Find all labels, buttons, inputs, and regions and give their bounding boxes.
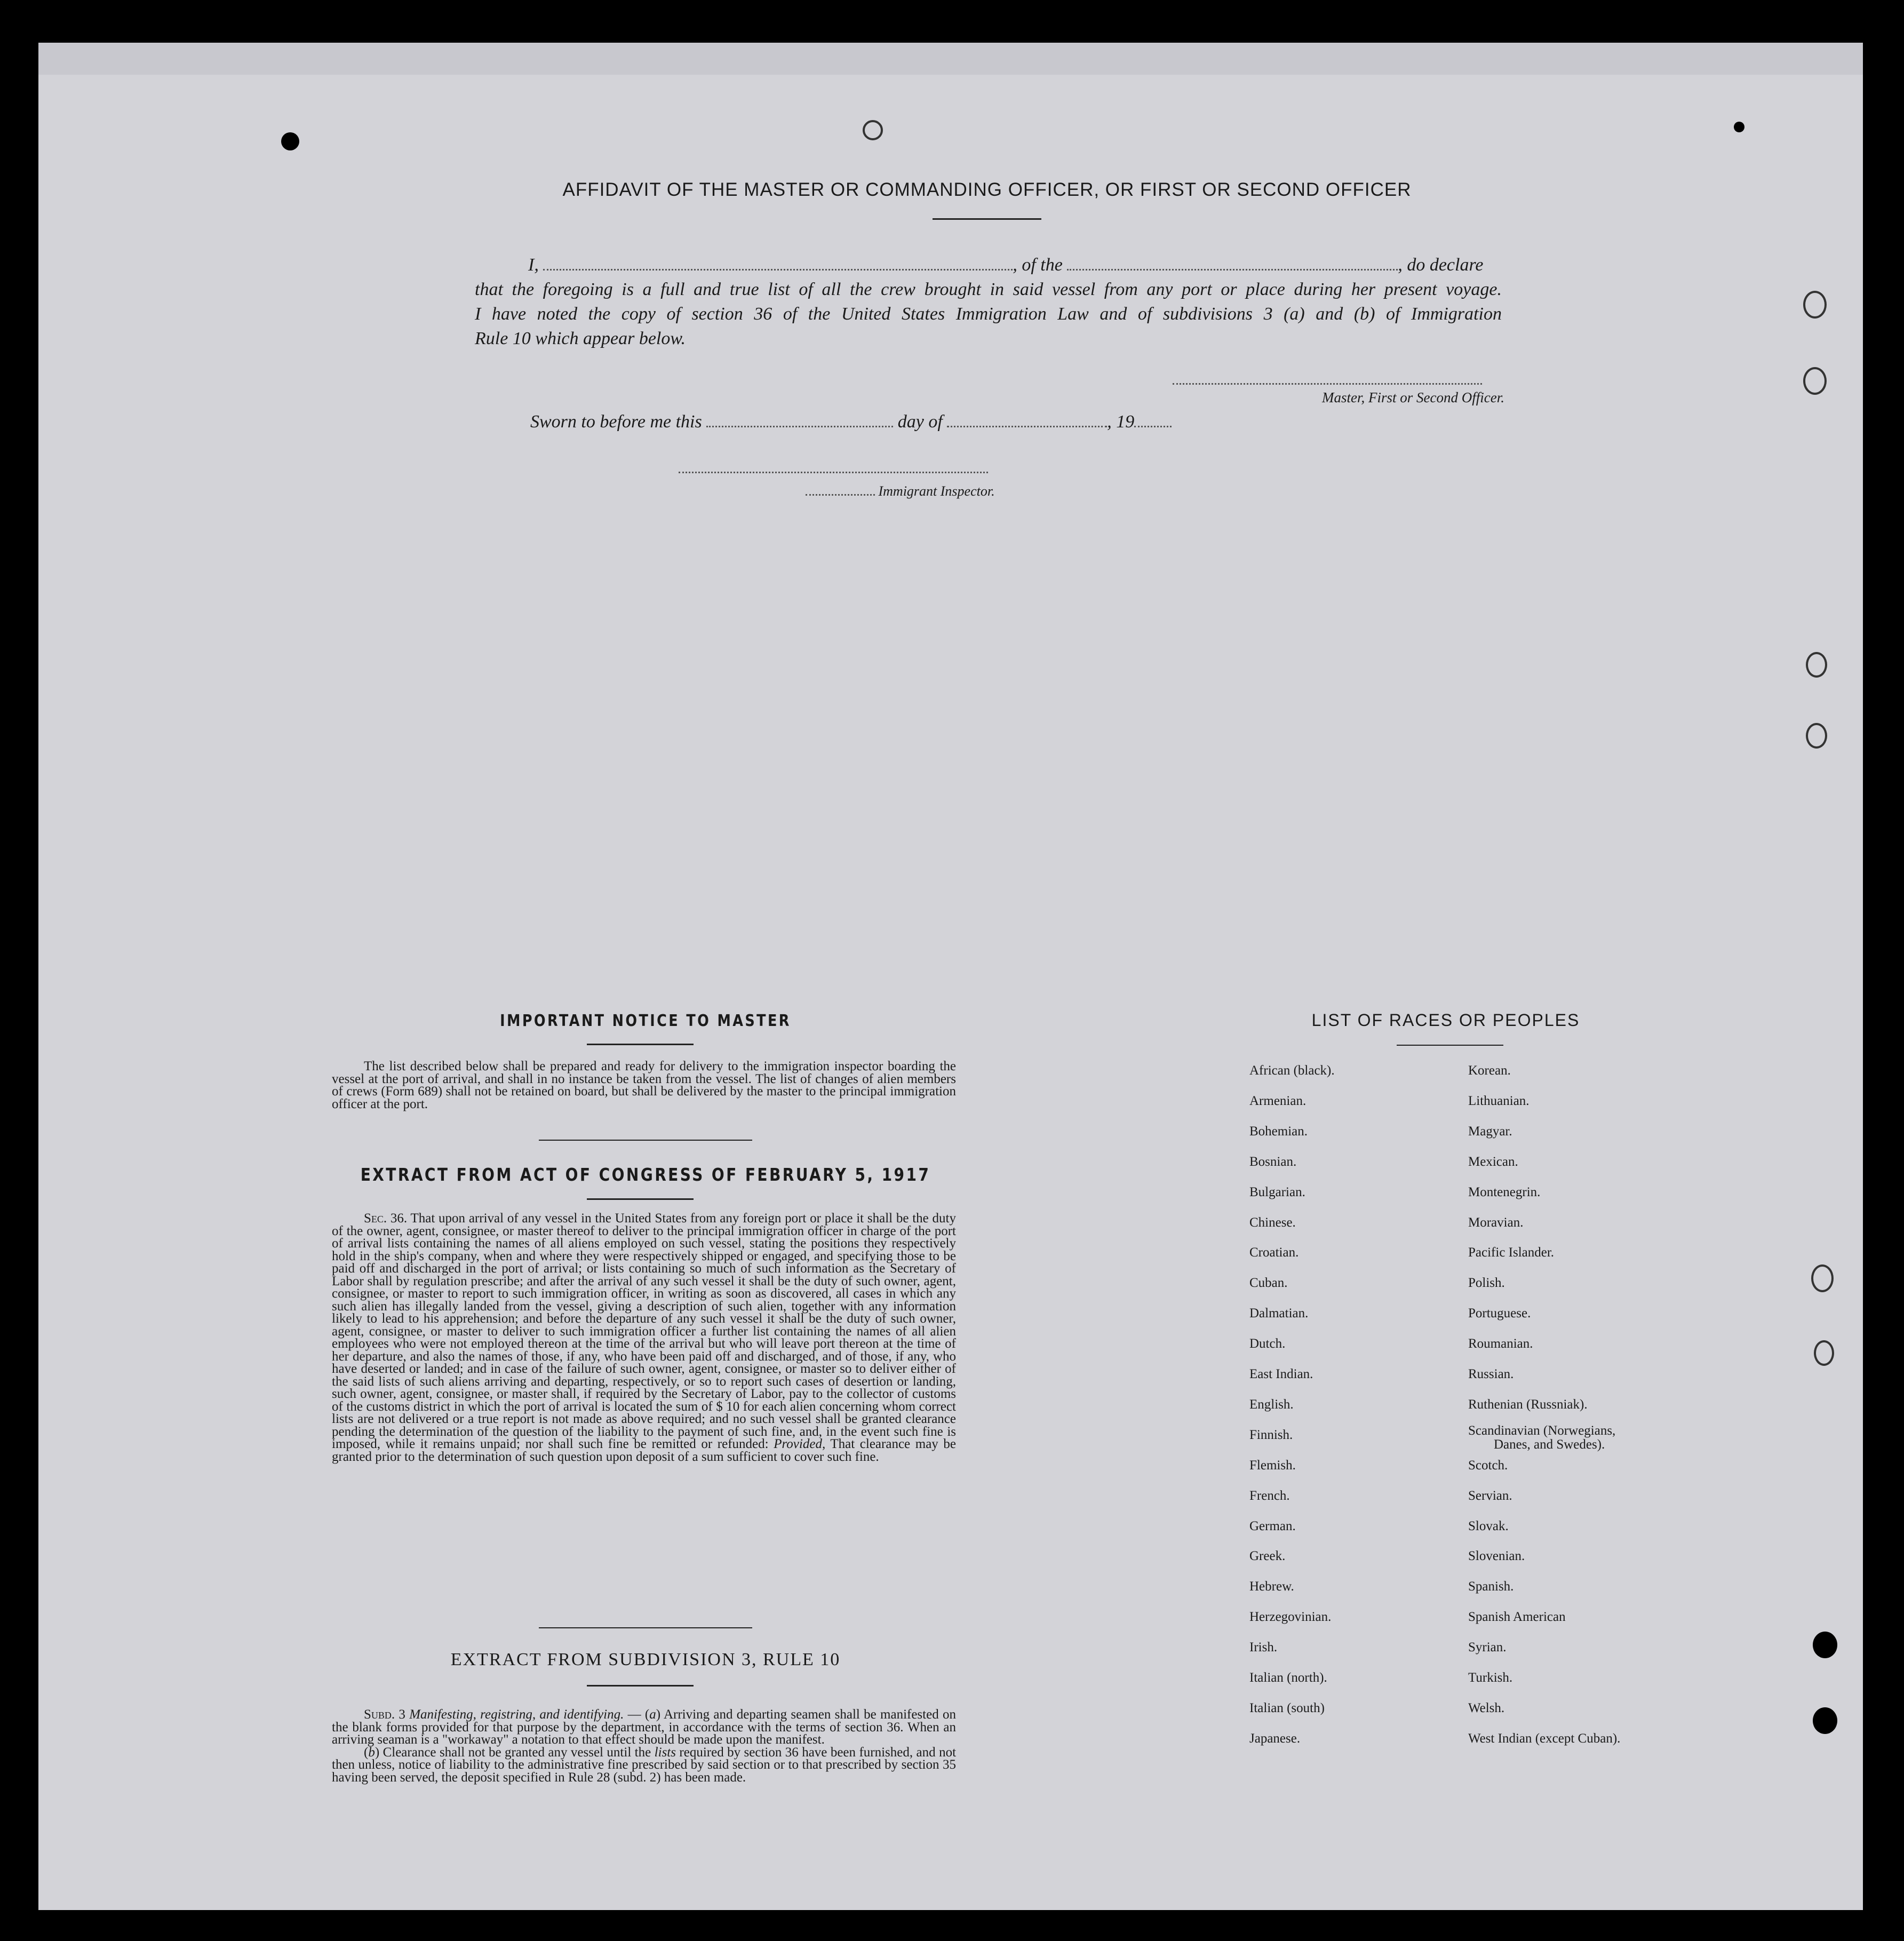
affidavit-title: AFFIDAVIT OF THE MASTER OR COMMANDING OFFICER, OR FIRST OR SECOND OFFICER	[562, 179, 1412, 200]
subd-b-label: b	[368, 1745, 375, 1760]
sworn-year-prefix: , 19	[1107, 412, 1135, 432]
punch-hole	[281, 132, 299, 150]
section-divider	[539, 1140, 752, 1141]
race-item: Bulgarian.	[1249, 1184, 1305, 1199]
race-item: Bosnian.	[1249, 1154, 1297, 1169]
subd-dash: — (	[624, 1707, 650, 1722]
sworn-line	[530, 412, 1172, 432]
punch-hole	[1803, 291, 1827, 319]
affidavit-body	[475, 253, 1502, 351]
subd-b-text-2: required by section 36 have been furnished, and not then unless, notice of liability to the administrative fine prescribed by said section or to that prescribed by section 35 having been served, the deposit specified in Rule 28 (subd. 2) has been made.	[332, 1745, 957, 1785]
punch-hole	[1814, 1340, 1834, 1366]
race-item: French.	[1249, 1488, 1290, 1503]
notice-title: IMPORTANT NOTICE TO MASTER	[500, 1012, 791, 1030]
notice-paragraph: The list described below shall be prepared and ready for delivery to the immigration inspector boarding the vessel at the port of arrival, and shall in no instance be taken from the vessel. The list of changes of alien members of crews (Form 689) shall not be retained on board, but shall be delivered by the master to the principal immigration officer at the port.	[332, 1059, 956, 1111]
punch-hole	[1803, 367, 1827, 395]
race-item: Syrian.	[1468, 1640, 1507, 1655]
race-item: Chinese.	[1249, 1215, 1296, 1230]
race-item: Slovak.	[1468, 1518, 1509, 1533]
race-item: Slovenian.	[1468, 1549, 1525, 1564]
affidavit-of-the: , of the	[1013, 255, 1063, 275]
section-36-paragraph	[332, 1212, 956, 1463]
punch-hole	[1806, 723, 1827, 749]
race-item: Irish.	[1249, 1640, 1278, 1655]
subd-b-lists: lists	[654, 1745, 676, 1760]
inspector-name-blank[interactable]	[806, 493, 875, 496]
sworn-year-blank[interactable]	[1134, 425, 1172, 427]
race-item: Lithuanian.	[1468, 1093, 1529, 1108]
race-item: Montenegrin.	[1468, 1184, 1541, 1199]
race-item: Scandinavian (Norwegians,	[1468, 1423, 1616, 1438]
name-blank[interactable]	[543, 268, 1013, 271]
race-item: Herzegovinian.	[1249, 1610, 1332, 1625]
race-item: Portuguese.	[1468, 1306, 1531, 1321]
race-item: Dutch.	[1249, 1337, 1286, 1351]
race-item: Welsh.	[1468, 1700, 1505, 1715]
sworn-day-blank[interactable]	[706, 425, 893, 427]
race-item: Italian (south)	[1249, 1700, 1325, 1715]
subd-heading: Manifesting, registring, and identifying.	[409, 1707, 624, 1722]
subd-b-paragraph: (b) Clearance shall not be granted any vessel until the lists required by section 36 have been furnished, and not then unless, notice of liability to the administrative fine prescribed by said section or to that prescribed by section 35 having been served, the deposit specified in Rule 28 (subd. 2) has been made.	[332, 1745, 957, 1785]
sworn-text: Sworn to before me this	[530, 412, 702, 432]
race-item: Moravian.	[1468, 1215, 1524, 1230]
section-36-closing: That clearance may be granted prior to the determination of such question upon deposit of a sum sufficient to cover such fine.	[332, 1437, 957, 1464]
race-item: Korean.	[1468, 1063, 1511, 1078]
race-item: English.	[1249, 1397, 1294, 1412]
subd-a-text: ) Arriving and departing seamen shall be manifested on the blank forms provided for that purpose by the department, in accordance with the terms of section 36. When an arriving seaman is a "workaway" a notation to that effect should be made upon the manifest.	[332, 1707, 956, 1747]
race-item: Cuban.	[1249, 1276, 1288, 1291]
race-item: Polish.	[1468, 1276, 1505, 1291]
race-item: Greek.	[1249, 1549, 1286, 1564]
section-divider	[539, 1627, 752, 1628]
race-item: West Indian (except Cuban).	[1468, 1731, 1621, 1746]
race-item: Mexican.	[1468, 1154, 1518, 1169]
subd-b-text-1: Clearance shall not be granted any vessel until the	[383, 1745, 651, 1760]
extract-rule-divider	[587, 1685, 694, 1687]
race-item: Spanish.	[1468, 1579, 1514, 1594]
extract-act-title: EXTRACT FROM ACT OF CONGRESS OF FEBRUARY 5, 1917	[360, 1164, 931, 1185]
race-item: Magyar.	[1468, 1124, 1512, 1139]
race-item: Ruthenian (Russniak).	[1468, 1397, 1588, 1412]
race-item: Spanish American	[1468, 1610, 1566, 1625]
extract-rule-text	[332, 1708, 956, 1784]
race-item: Scotch.	[1468, 1458, 1508, 1473]
race-item: Hebrew.	[1249, 1579, 1294, 1594]
race-item: East Indian.	[1249, 1367, 1313, 1381]
affidavit-line-2: that the foregoing is a full and true list of all the crew brought in said vessel from any port or place during her present voyage.	[475, 280, 1502, 299]
signature-label: Master, First or Second Officer.	[1322, 389, 1504, 405]
vessel-blank[interactable]	[1067, 268, 1398, 271]
race-item: Russian.	[1468, 1367, 1514, 1381]
affidavit-line-1	[475, 253, 1502, 277]
race-item: Japanese.	[1249, 1731, 1301, 1746]
subd-a-label: a	[649, 1707, 656, 1722]
punch-hole	[863, 120, 883, 140]
section-36-text: That upon arrival of any vessel in the United States from any foreign port or place it shall be the duty of the owner, agent, consignee, or master thereof to deliver to the principal immigration officer in charge of the port of arrival lists containing the names of all aliens employed on such vessel, stating the positions they respectively hold in the ship's company, when and where they were respectively shipped or engaged, and specifying those to be paid off and discharged in the port of arrival; or lists containing so much of such information as the Secretary of Labor shall by regulation prescribe; and after the arrival of any such vessel it shall be the duty of such owner, agent, consignee, or master to report to such immigration officer, in writing as soon as discovered, all cases in which any such alien has illegally landed from the vessel, giving a description of such alien, together with any information likely to lead to his apprehension; and before the departure of any such vessel it shall be the duty of such owner, agent, consignee, or master to deliver to such immigration officer a further list containing the names of all alien employees who were not employed thereon at the time of the arrival but who will leave port thereon at the time of her departure, and also the names of those, if any, who have been paid off and discharged, and of those, if any, who have deserted or landed; and in case of the failure of such owner, agent, consignee, or master so to deliver either of the said lists of such aliens arriving and departing, respectively, or so to report such cases of desertion or landing, such owner, agent, consignee, or master shall, if required by the Secretary of Labor, pay to the collector of customs of the customs district in which the port of arrival is located the sum of $ 10 for each alien concerning whom correct lists are not delivered or a true report is not made as above required; and no such vessel shall be granted clearance pending the determination of the question of the liability to the payment of such fine, and, in the event such fine is imposed, while it remains unpaid; nor shall such fine be remitted or refunded:	[332, 1211, 956, 1451]
race-item: Servian.	[1468, 1488, 1512, 1503]
race-item: Turkish.	[1468, 1670, 1513, 1685]
punch-hole	[1813, 1632, 1837, 1658]
race-item: Pacific Islander.	[1468, 1245, 1555, 1260]
race-item: Roumanian.	[1468, 1337, 1533, 1351]
race-item: Croatian.	[1249, 1245, 1299, 1260]
affidavit-line-3: I have noted the copy of section 36 of the United States Immigration Law and of subdivisions 3 (a) and (b) of Immigration	[475, 304, 1502, 324]
race-item: African (black).	[1249, 1063, 1335, 1078]
affidavit-declare: , do declare	[1398, 255, 1484, 275]
extract-rule-title: EXTRACT FROM SUBDIVISION 3, RULE 10	[450, 1650, 841, 1669]
sworn-month-blank[interactable]	[947, 425, 1107, 427]
subd-a-paragraph	[332, 1708, 956, 1746]
notice-text	[332, 1060, 956, 1110]
extract-act-divider	[587, 1198, 694, 1200]
signature-line[interactable]	[1173, 382, 1482, 385]
race-item-continuation: Danes, and Swedes).	[1494, 1437, 1605, 1452]
affidavit-line-4: Rule 10 which appear below.	[475, 329, 686, 348]
race-item: German.	[1249, 1518, 1296, 1533]
inspector-line	[806, 483, 995, 499]
race-item: Flemish.	[1249, 1458, 1296, 1473]
punch-hole	[1734, 122, 1744, 132]
races-divider	[1397, 1045, 1503, 1046]
race-item: Finnish.	[1249, 1427, 1293, 1442]
sworn-day-of: day of	[897, 412, 943, 432]
section-36-label: Sec. 36.	[364, 1211, 408, 1226]
race-item: Italian (north).	[1249, 1670, 1327, 1685]
race-item: Dalmatian.	[1249, 1306, 1309, 1321]
punch-hole	[1813, 1707, 1837, 1734]
inspector-label: Immigrant Inspector.	[878, 483, 995, 499]
title-divider	[933, 218, 1041, 220]
punch-hole	[1806, 652, 1827, 678]
punch-hole	[1811, 1264, 1834, 1292]
races-title: LIST OF RACES OR PEOPLES	[1311, 1011, 1580, 1030]
affidavit-i: I,	[528, 255, 539, 275]
inspector-signature-line[interactable]	[679, 471, 988, 473]
provided-word: Provided,	[774, 1437, 826, 1451]
race-item: Bohemian.	[1249, 1124, 1308, 1139]
extract-act-text	[332, 1212, 956, 1463]
race-item: Armenian.	[1249, 1093, 1306, 1108]
notice-divider	[587, 1044, 694, 1045]
subd-label: Subd. 3	[364, 1707, 405, 1722]
